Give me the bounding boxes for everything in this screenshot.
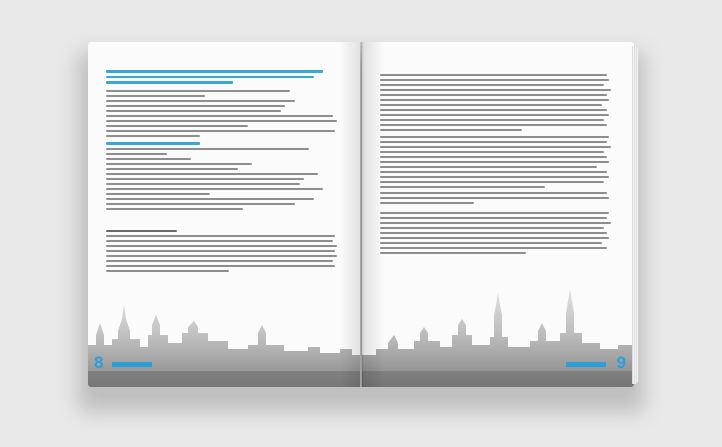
page-edges xyxy=(632,46,638,384)
right-body-text-4 xyxy=(380,212,616,257)
right-page-tab xyxy=(566,362,606,367)
right-body-text-2 xyxy=(380,136,616,191)
right-page xyxy=(362,42,634,387)
left-page-tab xyxy=(112,362,152,367)
left-body-text-1 xyxy=(106,90,342,140)
book-gutter xyxy=(340,42,384,387)
left-page-number: 8 xyxy=(94,353,104,372)
moscow-skyline-left xyxy=(88,275,360,387)
left-body-text-2 xyxy=(106,148,342,213)
right-body-text-3 xyxy=(380,192,616,207)
left-body-text-3 xyxy=(106,230,342,275)
left-page xyxy=(88,42,360,387)
moscow-skyline-right xyxy=(362,275,634,387)
left-subheading xyxy=(106,142,342,148)
right-page-number: 9 xyxy=(616,353,626,372)
left-heading-block xyxy=(106,70,342,87)
right-body-text-1 xyxy=(380,74,616,134)
